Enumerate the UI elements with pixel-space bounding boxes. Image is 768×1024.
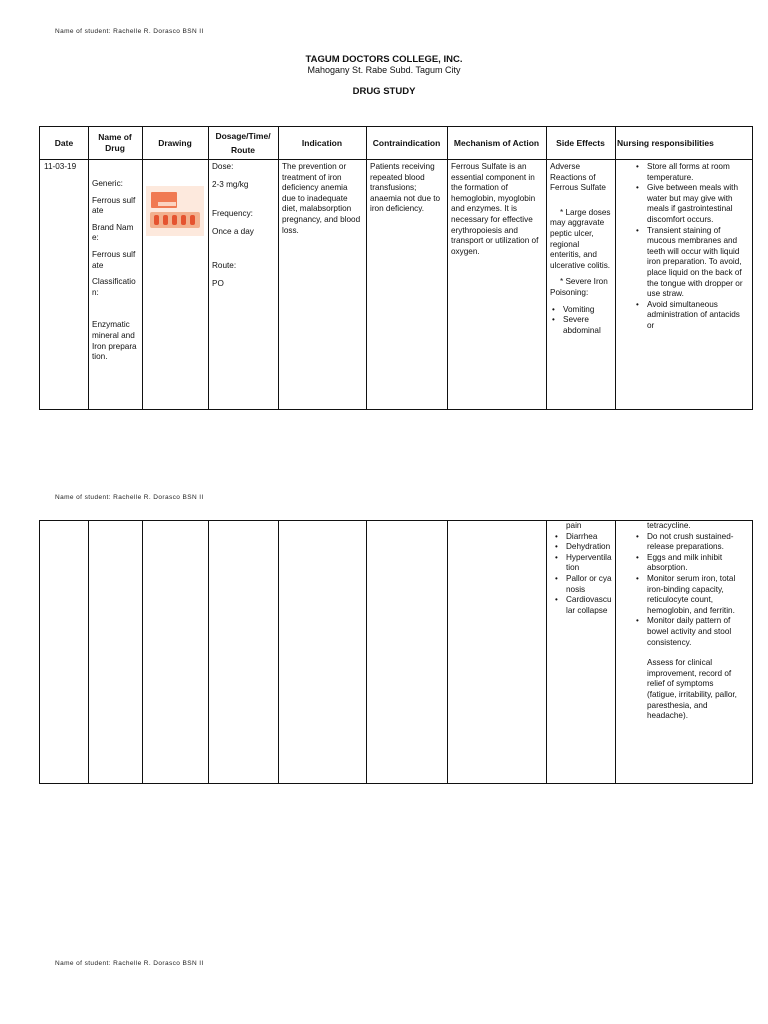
date-cell: 11-03-19 [44, 162, 77, 171]
frequency-label: Frequency: [212, 209, 253, 219]
brand-name: Ferrous sulfate [92, 249, 136, 270]
list-item: • Severe abdominal [563, 315, 612, 336]
column-header-dosage: Dosage/Time/ Route [215, 131, 271, 155]
side-effects-intro: Adverse Reactions of Ferrous Sulfate [550, 162, 606, 193]
document-title: DRUG STUDY [352, 86, 416, 97]
name-of-drug-cell [89, 179, 141, 363]
column-header-name-of-drug: Name of Drug [98, 132, 132, 153]
nursing-continued-text: tetracycline. [647, 521, 691, 530]
column-header-side-effects: Side Effects [556, 137, 605, 148]
institution-address: Mahogany St. Rabe Subd. Tagum City [307, 65, 461, 75]
nursing-continued-cell [616, 521, 752, 722]
nursing-cell [616, 162, 752, 332]
student-name-line: Name of student: Rachelle R. Dorasco BSN II [55, 494, 204, 501]
list-item: • Monitor daily pattern of bowel activity and stool consistency. [647, 616, 743, 648]
nursing-assessment: Assess for clinical improvement, record of relief of symptoms (fatigue, irritability, pallor, paresthesia, and headache). [647, 658, 737, 721]
nursing-list [619, 162, 749, 332]
drug-study-table-page-1 [39, 126, 753, 410]
list-item: • Diarrhea [566, 532, 612, 543]
list-item: • Avoid simultaneous administration of antacids or [647, 300, 743, 332]
side-effects-large-doses: * Large doses may aggravate peptic ulcer, regional enteritis, and ulcerative colitis. [550, 207, 611, 270]
blister-strip [150, 212, 200, 228]
list-item: • Pallor or cyanosis [566, 574, 612, 595]
list-item: • Vomiting [563, 305, 612, 316]
dosage-cell [209, 162, 277, 290]
student-name-line: Name of student: Rachelle R. Dorasco BSN II [55, 960, 204, 967]
column-divider [447, 521, 448, 783]
ferrous-sulfate-package-image [146, 186, 204, 236]
list-item: • Hyperventilation [566, 553, 612, 574]
brand-name-label: Brand Name: [92, 222, 134, 243]
drug-study-table-page-2 [39, 520, 753, 784]
column-header-nursing-responsibilities: Nursing responsibilities [617, 137, 714, 148]
column-header-date: Date [54, 137, 74, 148]
side-effects-cell [547, 162, 615, 336]
header-row-divider [40, 159, 752, 160]
list-item: • Transient staining of mucous membranes and teeth will occur with liquid iron preparation. To avoid, place liquid on the back of the tongue with dropper or use straw. [647, 226, 743, 300]
route-label: Route: [212, 261, 237, 271]
column-divider [366, 521, 367, 783]
list-item: • Monitor serum iron, total iron-binding capacity, reticulocyte count, hemoglobin, and ferritin. [647, 574, 743, 616]
list-item: • Eggs and milk inhibit absorption. [647, 553, 743, 574]
list-item: • Dehydration [566, 542, 612, 553]
column-divider [208, 521, 209, 783]
column-divider [88, 521, 89, 783]
dose-value: 2-3 mg/kg [212, 179, 249, 189]
column-divider [142, 521, 143, 783]
nursing-list [619, 532, 749, 649]
column-divider [278, 521, 279, 783]
side-effects-continued-text: pain [566, 521, 582, 530]
list-item: • Cardiovascular collapse [566, 595, 612, 616]
column-header-contraindication: Contraindication [372, 137, 441, 148]
institution-name: TAGUM DOCTORS COLLEGE, INC. [305, 54, 463, 65]
generic-name: Ferrous sulfate [92, 195, 136, 216]
side-effects-severe: * Severe Iron Poisoning: [550, 277, 608, 297]
list-item: • Do not crush sustained-release preparations. [647, 532, 743, 553]
column-header-indication: Indication [301, 137, 343, 148]
list-item: • Give between meals with water but may give with meals if gastrointestinal discomfort occurs. [647, 183, 743, 225]
column-header-mechanism: Mechanism of Action [453, 137, 540, 148]
student-name-line: Name of student: Rachelle R. Dorasco BSN II [55, 28, 204, 35]
side-effects-list [550, 305, 612, 337]
side-effects-list [550, 532, 612, 617]
side-effects-continued-cell [547, 521, 615, 616]
mechanism-cell: Ferrous Sulfate is an essential component in the formation of hemoglobin, myoglobin and enzymes. It is necessary for effective erythropoiesis and transport or utilization of oxygen. [451, 162, 539, 256]
column-divider [142, 127, 143, 409]
dose-label: Dose: [212, 162, 234, 171]
frequency-value: Once a day [212, 226, 254, 236]
generic-label: Generic: [92, 179, 123, 188]
classification-label: Classification: [92, 277, 136, 297]
route-value: PO [212, 278, 224, 288]
list-item: • Store all forms at room temperature. [647, 162, 743, 183]
contraindication-cell: Patients receiving repeated blood transfusions; anaemia not due to iron deficiency. [370, 162, 441, 214]
column-header-drawing: Drawing [158, 137, 192, 148]
classification-value: Enzymatic mineral and Iron preparation. [92, 320, 137, 362]
indication-cell: The prevention or treatment of iron deficiency anemia due to inadequate diet, malabsorption pregnancy, and blood loss. [282, 162, 361, 235]
medicine-box [151, 192, 177, 208]
